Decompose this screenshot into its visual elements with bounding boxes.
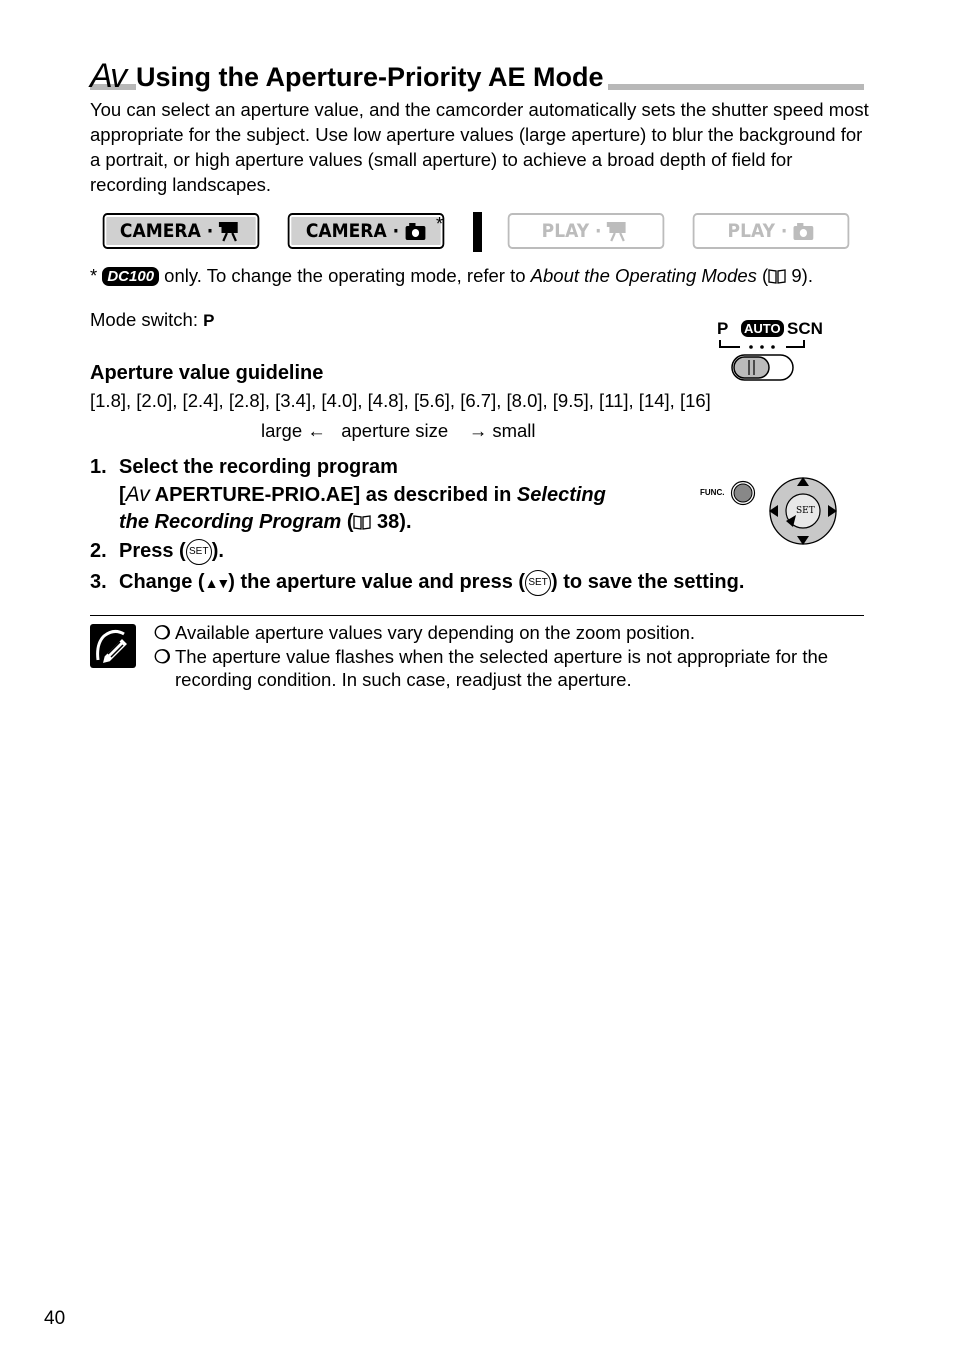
- step-number: 3.: [90, 571, 107, 593]
- mode-camera-movie: [103, 213, 260, 249]
- note-text: Available aperture values vary depending on the zoom position.: [175, 622, 696, 643]
- aperture-size-scale: [261, 420, 536, 442]
- note-text: The aperture value flashes when the selected aperture is not appropriate for the recording condition. In such case, readjust the aperture.: [175, 645, 829, 690]
- bracket: [: [119, 484, 126, 506]
- title-text: Using the Aperture-Priority AE Mode: [136, 61, 608, 93]
- movie-camera-icon: [607, 220, 630, 242]
- aperture-guideline-title: Aperture value guideline: [90, 362, 324, 384]
- mode-switch-value: P: [203, 311, 215, 330]
- av-mode-symbol: Av: [90, 57, 126, 95]
- footnote-paren: (: [756, 265, 769, 286]
- footnote-ref-title: About the Operating Modes: [530, 265, 757, 286]
- switch-slider-icon: [716, 338, 826, 384]
- set-button-icon: SET: [525, 570, 551, 596]
- notes-divider: [90, 615, 864, 616]
- set-button-icon: SET: [186, 539, 212, 565]
- mode-label: CAMERA ·: [119, 220, 214, 242]
- controls-diagram: [700, 474, 842, 548]
- func-button-icon: [730, 480, 756, 506]
- step-text: APERTURE-PRIO.AE] as described in: [149, 484, 517, 506]
- mode-switch-diagram: [716, 318, 826, 384]
- step-number: 1.: [90, 456, 107, 478]
- up-down-arrows-icon: ▲▼: [204, 575, 229, 591]
- aperture-values-list: [1.8], [2.0], [2.4], [2.8], [3.4], [4.0], [4.8], [5.6], [6.7], [8.0], [9.5], [11], [14], [16]: [90, 390, 711, 411]
- joystick-set-label: SET: [796, 506, 815, 516]
- mode-label: PLAY ·: [541, 220, 602, 242]
- step-number: 2.: [90, 540, 107, 562]
- av-mode-symbol: Av: [125, 483, 150, 506]
- step-text: Press (: [119, 540, 186, 562]
- mode-footnote-star: *: [436, 214, 444, 234]
- mode-switch-line: [90, 309, 214, 331]
- step-text: ) the aperture value and press (: [228, 571, 526, 593]
- step-3: [90, 569, 744, 597]
- func-label: FUNC.: [700, 488, 725, 497]
- step-ref-italic: Selecting: [516, 484, 606, 506]
- mode-switch-label: Mode switch:: [90, 309, 198, 330]
- footnote-text: only. To change the operating mode, refer to: [159, 265, 531, 286]
- still-camera-icon: [405, 221, 427, 241]
- footnote-star: *: [90, 265, 98, 286]
- scale-small: → small: [468, 420, 536, 441]
- mode-play-still: [693, 213, 850, 249]
- step-ref-italic: the Recording Program: [119, 511, 342, 533]
- intro-paragraph: You can select an aperture value, and the camcorder automatically sets the shutter speed most appropriate for the subject. Use low aperture values (large aperture) to blur the background for a portrait, or high aperture values (small aperture) to achieve a broad depth of field for recording landscapes.: [90, 99, 869, 195]
- mode-camera-still: [288, 213, 445, 249]
- step-2: [90, 538, 224, 565]
- movie-camera-icon: [219, 220, 242, 242]
- paren: (: [341, 511, 354, 533]
- mode-label: CAMERA ·: [305, 220, 400, 242]
- page-title: [90, 58, 864, 94]
- operating-mode-footnote: [90, 265, 813, 287]
- scale-middle: aperture size: [341, 420, 449, 441]
- switch-label-p: P: [717, 319, 729, 338]
- scale-large: large ←: [261, 420, 326, 441]
- step-text: Change (: [119, 571, 205, 593]
- bullet-icon: ❍: [154, 622, 171, 643]
- list-item: [154, 645, 874, 692]
- mode-label: PLAY ·: [727, 220, 788, 242]
- book-icon: [353, 514, 371, 530]
- mode-play-movie: [508, 213, 665, 249]
- step-text: ).: [211, 540, 224, 562]
- list-item: [154, 621, 874, 645]
- note-pencil-icon: [90, 624, 136, 668]
- step-page: 38).: [371, 511, 412, 533]
- book-icon: [768, 268, 786, 284]
- switch-label-auto: AUTO: [741, 320, 784, 337]
- footnote-page: 9).: [786, 265, 813, 286]
- model-badge: DC100: [102, 267, 159, 286]
- still-camera-icon: [793, 221, 815, 241]
- page-number: 40: [44, 1308, 66, 1329]
- bullet-icon: ❍: [154, 645, 171, 667]
- notes-list: [154, 621, 874, 692]
- switch-label-scn: SCN: [787, 319, 823, 338]
- step-1: [90, 454, 606, 536]
- step-text: ) to save the setting.: [551, 571, 745, 593]
- step-text: Select the recording program: [119, 456, 398, 478]
- mode-separator: [473, 212, 482, 252]
